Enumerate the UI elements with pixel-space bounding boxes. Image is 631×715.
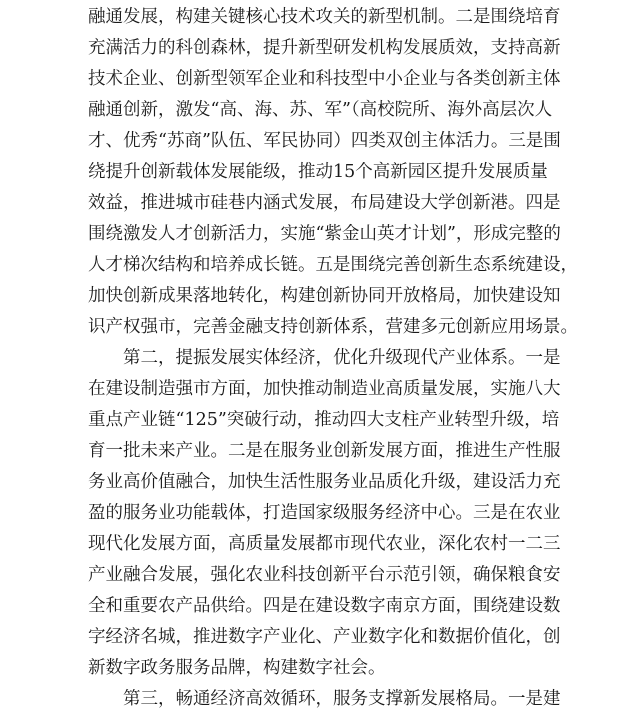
text-line: 技术企业、创新型领军企业和科技型中小企业与各类创新主体 bbox=[88, 69, 561, 89]
paragraph-first-line: 第三，畅通经济高效循环，服务支撑新发展格局。一是建 bbox=[123, 689, 561, 709]
text-line: 务业高价值融合，加快生活性服务业品质化升级，建设活力充 bbox=[88, 472, 561, 492]
text-line: 产业融合发展，强化农业科技创新平台示范引领，确保粮食安 bbox=[88, 565, 561, 585]
text-line: 充满活力的科创森林，提升新型研发机构发展质效，支持高新 bbox=[88, 38, 561, 58]
paragraph-last-line: 新数字政务服务品牌，构建数字社会。 bbox=[88, 658, 386, 678]
text-line: 加快创新成果落地转化，构建创新协同开放格局，加快建设知 bbox=[88, 286, 561, 306]
text-line: 识产权强市，完善金融支持创新体系，营建多元创新应用场景。 bbox=[88, 317, 578, 337]
text-line: 围绕激发人才创新活力，实施“紫金山英才计划”，形成完整的 bbox=[88, 224, 561, 244]
text-line: 在建设制造强市方面，加快推动制造业高质量发展，实施八大 bbox=[88, 379, 561, 399]
text-line: 育一批未来产业。二是在服务业创新发展方面，推进生产性服 bbox=[88, 441, 561, 461]
text-line: 现代化发展方面，高质量发展都市现代农业，深化农村一二三 bbox=[88, 534, 561, 554]
text-line: 融通创新，激发“高、海、苏、军”（高校院所、海外高层次人 bbox=[88, 100, 553, 120]
text-line: 字经济名城，推进数字产业化、产业数字化和数据价值化，创 bbox=[88, 627, 561, 647]
text-line: 效益，推进城市硅巷内涵式发展，布局建设大学创新港。四是 bbox=[88, 193, 561, 213]
text-line: 人才梯次结构和培养成长链。五是围绕完善创新生态系统建设， bbox=[88, 255, 578, 275]
text-line: 融通发展，构建关键核心技术攻关的新型机制。二是围绕培育 bbox=[88, 7, 561, 27]
text-line: 绕提升创新载体发展能级，推动15个高新园区提升发展质量 bbox=[88, 162, 548, 182]
text-line: 全和重要农产品供给。四是在建设数字南京方面，围绕建设数 bbox=[88, 596, 561, 616]
paragraph-first-line: 第二，提振发展实体经济，优化升级现代产业体系。一是 bbox=[123, 348, 561, 368]
text-line: 盈的服务业功能载体，打造国家级服务经济中心。三是在农业 bbox=[88, 503, 561, 523]
text-line: 才、优秀“苏商”队伍、军民协同）四类双创主体活力。三是围 bbox=[88, 131, 561, 151]
text-line: 重点产业链“125”突破行动，推动四大支柱产业转型升级，培 bbox=[88, 410, 560, 430]
